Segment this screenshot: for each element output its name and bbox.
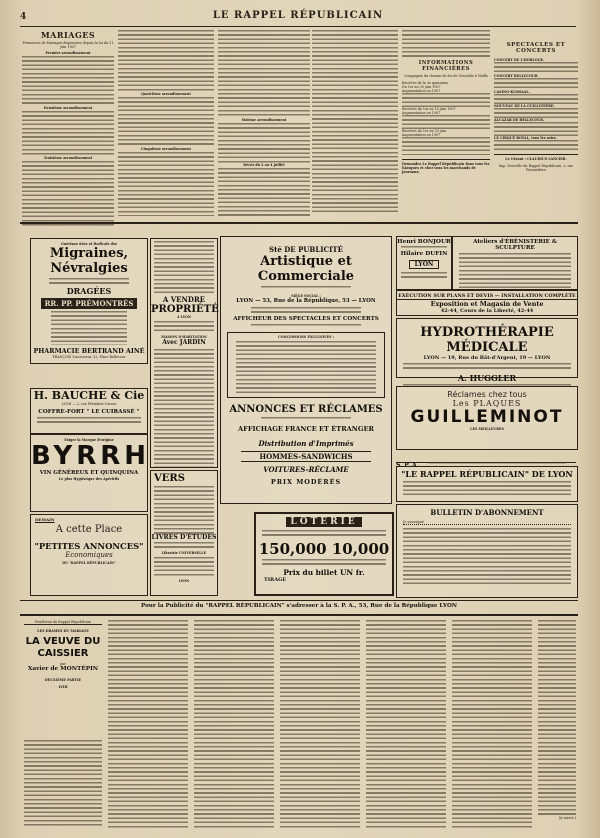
info-sub: Compagnie du chemin de fer de Grenoble à Vizille (403, 74, 489, 78)
byrrh-ad: Exiger la Marque d'origine BYRRH VIN GÉNÉREUX ET QUINQUINA Le plus Hygiénique des Apéritifs (30, 434, 148, 512)
ebenisterie-ad: Ateliers d'ÉBÉNISTERIE & SCULPTURE (452, 236, 578, 290)
feuilleton-col-1-text (24, 740, 102, 828)
migraine-title: Migraines, Névralgies (49, 246, 129, 276)
troisieme-arr: Troisième arrondissement (43, 156, 93, 160)
spectacles-column (494, 30, 578, 220)
premier-arr: Premier arrondissement (45, 51, 91, 55)
masthead (20, 6, 576, 27)
feuilleton-col-6 (452, 620, 532, 828)
spectacle-0: CONCERT DE L'HORLOGE. (494, 58, 545, 62)
exposition-ad: EXÉCUTION SUR PLANS ET DEVIS — INSTALLATION COMPLÈTE Exposition et Magasin de Vente 42-44, Cours de la Liberté, 42-44 (396, 290, 578, 316)
page-number: 4 (20, 12, 27, 22)
vendre-propriete-ad: A VENDRE PROPRIÉTÉ A LYON MAISON D'HABITATION Avec JARDIN (150, 238, 218, 468)
bulletin-name-line[interactable]: Je soussigné (403, 520, 571, 525)
newspaper-title: LE RAPPEL RÉPUBLICAIN (212, 10, 384, 21)
info-row-2: Augmentation en 1907 (402, 89, 441, 93)
annonces-reclames: ANNONCES ET RÉCLAMES (229, 404, 383, 415)
dragees: DRAGÉES (66, 286, 112, 296)
guilleminot-ad: Réclames chez tous Les PLAQUES GUILLEMINOT LES MEILLEURES (396, 386, 578, 450)
petites-annonces: "PETITES ANNONCES" (34, 541, 144, 551)
info-row-6: Augmentation en 1907 (402, 133, 441, 137)
bonjour-dufin-ad: Henri BONJOUR Hilaire DUFIN LYON (396, 236, 452, 290)
hydro-title: HYDROTHÉRAPIE MÉDICALE (420, 325, 554, 355)
premontres: RR. PP. PRÉMONTRÉS (41, 298, 137, 309)
loterie-amount: 150,000 10,000 (258, 540, 390, 558)
hydrotherapie-ad: HYDROTHÉRAPIE MÉDICALE LYON — 19, Rue du Bât-d'Argent, 19 — LYON A. HUGGLER (396, 318, 578, 378)
mariages-column (22, 30, 114, 220)
publicite-footer: Pour la Publicité du "RAPPEL RÉPUBLICAIN" s'adresser à la S. P. A., 53, Rue de la République LYON (141, 603, 457, 609)
info-row-0: Recettes de la 3e quinzaine (402, 81, 449, 85)
bauche-ad: H. BAUCHE & Cie LYON — 2, rue Président-Carnot COFFRE-FORT " LE CUIRASSÉ " (30, 388, 148, 434)
bertrand: PHARMACIE BERTRAND AINÉ (33, 347, 145, 355)
rappel-lyon-banner: "LE RAPPEL RÉPUBLICAIN" DE LYON (396, 466, 578, 502)
info-row-4: Augmentation en 1907 (402, 111, 441, 115)
deces-column (218, 30, 310, 220)
bauche-title: H. BAUCHE & Cie (33, 389, 145, 402)
quatrieme-arr: Quatrième arrondissement (141, 92, 191, 96)
societe-publicite-ad: Sté DE PUBLICITÉ Artistique et Commerciale SIÈGE SOCIAL : LYON — 53, Rue de la République, 53 — LYON AFFICHEUR DES SPECTACLES ET CONCERTS CONCESSIONS EXCLUSIVES : ANNONCES ET RÉCLAMES AFFICHAGE FRANCE ET ÉTRANGER Distribution d'Imprimés HOMMES-SANDWICHS VOITURES-RÉCLAME PRIX MODÉRÉS (220, 236, 392, 504)
sixieme-arr: Sixième arrondissement (241, 118, 287, 122)
afficheur: AFFICHEUR DES SPECTACLES ET CONCERTS (233, 316, 379, 322)
mariages-intro: Promesses de Mariages dispensées depuis la loi du 21 juin 1907 (22, 41, 114, 49)
info-financieres-title: INFORMATIONS FINANCIÈRES (418, 60, 474, 72)
livres-ad: VERS LIVRES D'ÉTUDES Librairie UNIVERSELLE LYON (150, 470, 218, 596)
spectacle-2: CASINO-KURSAAL. (494, 90, 530, 94)
spectacle-1: CONCERT BELLECOUR. (494, 74, 539, 78)
demandez-notice: Demandez Le Rappel Républicain dans tous les Kiosques et chez tous les marchands de journaux. (402, 159, 490, 174)
demain-label: DEMAIN (35, 517, 55, 522)
feuilleton-col-5 (366, 620, 446, 828)
a-vendre: A VENDRE (162, 295, 206, 304)
info-row-3: Recettes du 1er au 10 juin 1907 (402, 107, 456, 111)
misc-column (312, 30, 398, 220)
financial-column (402, 30, 490, 220)
info-row-5: Recettes du 1er au 20 juin (402, 129, 447, 133)
feuilleton-col-7: (A suivre.) (538, 620, 576, 828)
spectacles-title: SPECTACLES ET CONCERTS (506, 42, 566, 54)
deces-heading: Décès du 2 au 4 juillet (243, 163, 285, 167)
printer: Imp. Nouvelle du Rappel Républicain, 2, rue Ferrandière (498, 164, 574, 172)
mariages-heading: MARIAGES (40, 30, 96, 40)
a-cette-place: A cette Place (55, 524, 123, 535)
feuilleton-col-3 (194, 620, 274, 828)
info-row-1: Du 1er au 30 juin 1907 (402, 85, 441, 89)
guilleminot-title: GUILLEMINOT (410, 407, 564, 427)
feuilleton-header: Feuilleton du Rappel Républicain LES DRAMES DU MARIAGE LA VEUVE DU CAISSIER par Xavier de MONTÉPIN DEUXIÈME PARTIE LVIII (25, 620, 101, 689)
feuilleton-col-2 (108, 620, 188, 828)
feuilleton-title: LA VEUVE DU CAISSIER (25, 636, 101, 659)
bulletin-abonnement: BULLETIN D'ABONNEMENT Je soussigné (396, 504, 578, 598)
spectacle-4: ALCAZAR DE BELLECOUR. (494, 118, 545, 122)
spectacle-3: NOUVEAU DE LA GUILLOTIÈRE. (494, 104, 555, 108)
feuilleton-col-4 (280, 620, 360, 828)
cinquieme-arr: Cinquième arrondissement (140, 147, 192, 151)
loterie-ad: LOTERIE 150,000 10,000 Prix du billet UN fr. TIRAGE (254, 512, 394, 596)
petites-annonces-ad: DEMAIN A cette Place "PETITES ANNONCES" Economiques DU "RAPPEL RÉPUBLICAIN" (30, 514, 148, 596)
societe-title: Artistique et Commerciale (257, 254, 355, 284)
state-civil-column (118, 30, 214, 220)
byrrh-title: BYRRH (31, 441, 151, 471)
propriete: PROPRIÉTÉ (151, 304, 219, 315)
spa-line: S. P. A. (396, 452, 576, 463)
deuxieme-arr: Deuxième arrondissement (43, 106, 93, 110)
migraine-ad: Guérison Sûre et Radicale des Migraines, Névralgies DRAGÉES RR. PP. PRÉMONTRÉS PHARMACIE BERTRAND AINÉ FRANÇOIS Successeur, 32, Place Bellecour (30, 238, 148, 364)
gerant: Le Gérant : CLAUDIUS LANCIER. (494, 154, 578, 161)
spectacle-5: LE CIRQUE ROYAL, tous les soirs. (494, 136, 557, 140)
